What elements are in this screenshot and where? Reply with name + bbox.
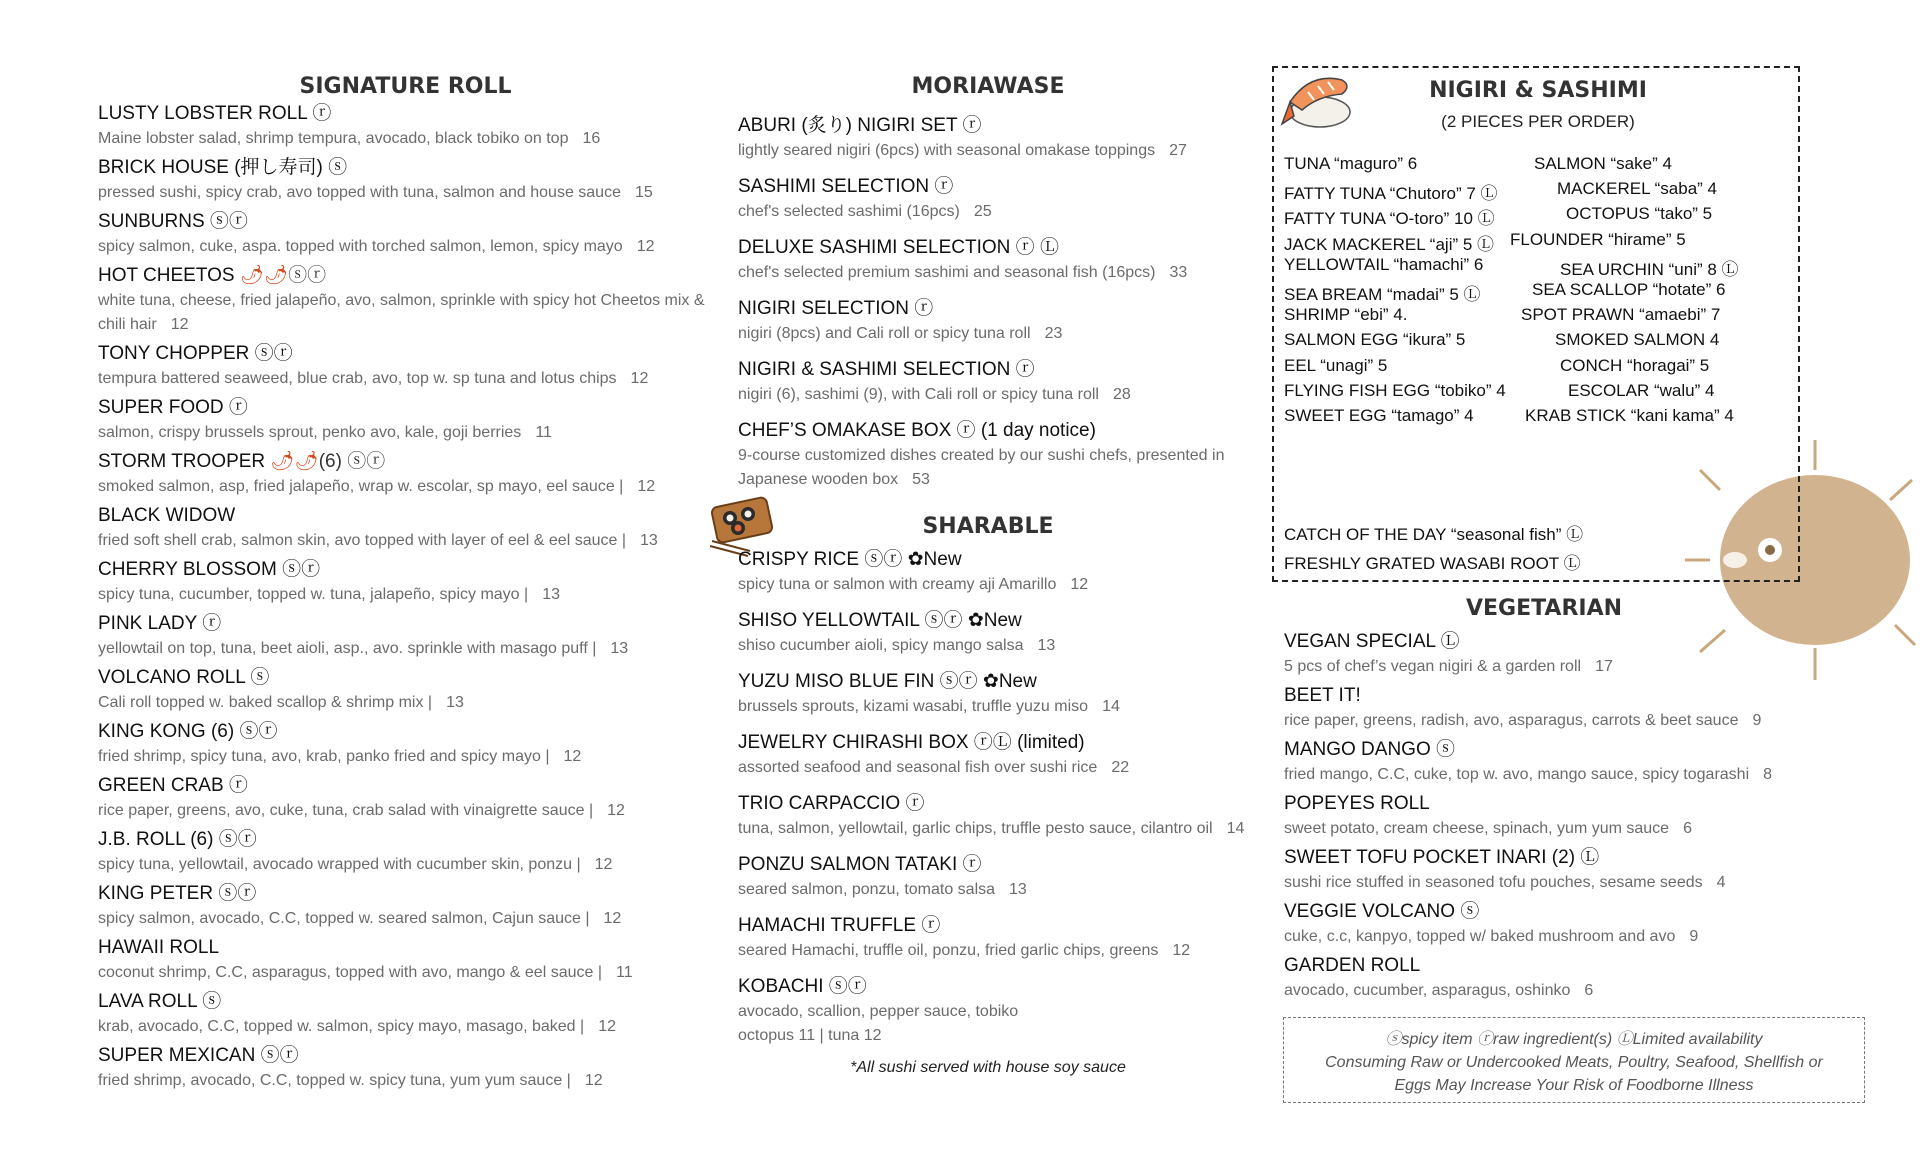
item-name	[738, 113, 1258, 139]
item-title: BEET IT!	[1284, 685, 1361, 706]
item-name	[98, 557, 718, 583]
description-text: fried shrimp, spicy tuna, avo, krab, panko fried and spicy mayo |	[98, 748, 550, 765]
description-text: chef's selected premium sashimi and seasonal fish (16pcs)	[738, 264, 1156, 281]
item-description	[98, 235, 718, 259]
menu-item	[98, 503, 718, 553]
item-name	[738, 669, 1258, 695]
item-price: 53	[912, 471, 930, 488]
chili-icon: 🌶🌶	[265, 451, 319, 472]
item-title: SUPER FOOD ⓡ	[98, 397, 248, 418]
item-marks: ⓢⓡ	[288, 265, 327, 286]
item-title: KING PETER ⓢⓡ	[98, 883, 257, 904]
item-price: 17	[1595, 658, 1613, 675]
item-name	[738, 174, 1258, 200]
description-text: seared Hamachi, truffle oil, ponzu, fried garlic chips, greens	[738, 942, 1159, 959]
menu-item	[98, 395, 718, 445]
nigiri-item-left: EEL “unagi” 5	[1284, 355, 1388, 375]
item-description	[98, 421, 718, 445]
item-price: 15	[634, 184, 653, 201]
nigiri-item-left: FATTY TUNA “Chutoro” 7 Ⓛ	[1284, 184, 1498, 204]
item-price: 12	[630, 370, 649, 387]
item-price: 12	[584, 1072, 603, 1089]
menu-item	[738, 174, 1258, 224]
section-title: NIGIRI & SASHIMI	[1429, 78, 1647, 103]
item-title: STORM TROOPER	[98, 451, 266, 472]
item-title: CHERRY BLOSSOM ⓢⓡ	[98, 559, 321, 580]
item-title: NIGIRI SELECTION ⓡ	[738, 298, 934, 319]
item-title: SUPER MEXICAN ⓢⓡ	[98, 1045, 299, 1066]
item-name	[1284, 683, 1804, 709]
nigiri-item-right: KRAB STICK “kani kama” 4	[1525, 406, 1734, 425]
description-text: krab, avocado, C.C, topped w. salmon, spicy mayo, masago, baked |	[98, 1018, 585, 1035]
nigiri-item-left: YELLOWTAIL “hamachi” 6	[1284, 254, 1484, 274]
item-price: 6	[1683, 820, 1692, 837]
nigiri-item-right: FLOUNDER “hirame” 5	[1510, 229, 1686, 249]
menu-item	[738, 852, 1258, 902]
legend-box	[1283, 1017, 1865, 1103]
item-price: 11	[615, 964, 633, 981]
item-description	[738, 200, 1258, 224]
item-name	[738, 791, 1258, 817]
warning-line-2: Eggs May Increase Your Risk of Foodborne Illness	[1394, 1077, 1754, 1094]
nigiri-row	[1284, 179, 1784, 203]
nigiri-item-right: SMOKED SALMON 4	[1555, 330, 1720, 350]
item-name	[98, 503, 718, 529]
nigiri-item-left: SALMON EGG “ikura” 5	[1284, 330, 1466, 350]
nigiri-item-right: SPOT PRAWN “amaebi” 7	[1521, 305, 1721, 325]
item-description	[98, 1015, 718, 1039]
item-price: 12	[598, 1018, 616, 1035]
item-price: 14	[1226, 820, 1245, 837]
description-text: yellowtail on top, tuna, beet aioli, asp., avo. sprinkle with masago puff |	[98, 640, 597, 657]
item-price: 12	[1172, 942, 1191, 959]
item-title: SUNBURNS ⓢⓡ	[98, 211, 248, 232]
item-price: 22	[1111, 759, 1130, 776]
section-title: MORIAWASE	[911, 74, 1065, 99]
item-price-options: octopus 11 | tuna 12	[738, 1027, 882, 1044]
menu-item	[738, 296, 1258, 346]
item-price: 12	[1070, 576, 1089, 593]
item-title: CRISPY RICE ⓢⓡ ✿New	[738, 549, 962, 570]
menu-item	[738, 669, 1258, 719]
description-text: white tuna, cheese, fried jalapeño, avo, salmon, sprinkle with spicy hot Cheetos mix & chili hair	[98, 292, 705, 333]
warning-line-1: Consuming Raw or Undercooked Meats, Poultry, Seafood, Shellfish or	[1325, 1054, 1823, 1071]
item-price: 13	[446, 694, 464, 711]
item-price: 12	[563, 748, 582, 765]
item-name	[98, 155, 718, 181]
wasabi-root: FRESHLY GRATED WASABI ROOT Ⓛ	[1284, 554, 1581, 573]
menu-item	[98, 263, 718, 337]
item-price: 12	[603, 910, 622, 927]
item-title: YUZU MISO BLUE FIN ⓢⓡ ✿New	[738, 671, 1037, 692]
item-title: TRIO CARPACCIO ⓡ	[738, 793, 925, 814]
description-text: shiso cucumber aioli, spicy mango salsa	[738, 637, 1024, 654]
description-text: spicy tuna, yellowtail, avocado wrapped with cucumber skin, ponzu |	[98, 856, 581, 873]
description-text: assorted seafood and seasonal fish over sushi rice	[738, 759, 1098, 776]
item-description	[738, 756, 1258, 780]
description-text: fried shrimp, avocado, C.C, topped w. spicy tuna, yum yum sauce |	[98, 1072, 571, 1089]
description-text: avocado, scallion, pepper sauce, tobiko	[738, 1003, 1019, 1020]
item-description	[98, 529, 718, 553]
item-price: 27	[1169, 142, 1187, 159]
item-name	[1284, 845, 1804, 871]
item-name	[1284, 899, 1804, 925]
item-description	[98, 127, 718, 151]
description-text: cuke, c.c, kanpyo, topped w/ baked mushroom and avo	[1284, 928, 1676, 945]
item-name	[98, 209, 718, 235]
item-name	[98, 827, 718, 853]
soy-sauce-footnote: *All sushi served with house soy sauce	[850, 1059, 1126, 1076]
nigiri-item-right: ESCOLAR “walu” 4	[1568, 380, 1715, 400]
nigiri-row	[1284, 356, 1784, 380]
nigiri-row	[1284, 280, 1784, 304]
menu-item	[738, 974, 1258, 1048]
item-name	[98, 101, 718, 127]
item-title: NIGIRI & SASHIMI SELECTION ⓡ	[738, 359, 1035, 380]
item-title: POPEYES ROLL	[1284, 793, 1430, 814]
item-description	[98, 907, 718, 931]
item-price: 13	[610, 640, 629, 657]
menu-item	[98, 209, 718, 259]
item-description	[738, 634, 1258, 658]
menu-item	[1284, 737, 1804, 787]
nigiri-row	[1284, 255, 1784, 279]
item-name	[98, 449, 718, 475]
item-name	[98, 989, 718, 1015]
description-text: avocado, cucumber, asparagus, oshinko	[1284, 982, 1571, 999]
section-title: VEGETARIAN	[1465, 596, 1623, 621]
signature-roll-list	[98, 101, 718, 1093]
nigiri-item-left: TUNA “maguro” 6	[1284, 154, 1418, 173]
item-name	[98, 719, 718, 745]
description-text: chef's selected sashimi (16pcs)	[738, 203, 960, 220]
nigiri-row	[1284, 204, 1784, 228]
description-text: lightly seared nigiri (6pcs) with seasonal omakase toppings	[738, 142, 1156, 159]
menu-item	[98, 989, 718, 1039]
nigiri-row	[1284, 154, 1784, 178]
nigiri-item-left: SWEET EGG “tamago” 4	[1284, 406, 1474, 425]
item-name	[1284, 791, 1804, 817]
section-title: SHARABLE	[922, 514, 1054, 539]
description-text: nigiri (6), sashimi (9), with Cali roll or spicy tuna roll	[738, 386, 1099, 403]
nigiri-sashimi-section	[1272, 66, 1800, 582]
menu-item	[738, 547, 1258, 597]
item-title: VOLCANO ROLL ⓢ	[98, 667, 270, 688]
nigiri-item-right: MACKEREL “saba” 4	[1557, 179, 1717, 199]
menu-item	[738, 730, 1258, 780]
item-description	[738, 878, 1258, 902]
section-title: SIGNATURE ROLL	[299, 74, 512, 99]
description-text: nigiri (8pcs) and Cali roll or spicy tuna roll	[738, 325, 1031, 342]
menu-item	[1284, 629, 1804, 679]
description-text: spicy salmon, avocado, C.C, topped w. seared salmon, Cajun sauce |	[98, 910, 590, 927]
nigiri-item-right: SALMON “sake” 4	[1534, 154, 1672, 173]
item-description	[738, 817, 1258, 841]
item-description	[738, 139, 1258, 163]
item-name	[98, 1043, 718, 1069]
menu-item	[98, 665, 718, 715]
chili-icon: 🌶🌶	[234, 265, 289, 286]
description-text: rice paper, greens, avo, cuke, tuna, crab salad with vinaigrette sauce |	[98, 802, 594, 819]
item-price: 12	[170, 316, 189, 333]
description-text: brussels sprouts, kizami wasabi, truffle yuzu miso	[738, 698, 1089, 715]
item-description	[1284, 817, 1804, 841]
item-description	[738, 444, 1258, 492]
description-text: fried soft shell crab, salmon skin, avo topped with layer of eel & eel sauce |	[98, 532, 626, 549]
menu-item	[738, 418, 1258, 492]
description-text: spicy tuna or salmon with creamy aji Amarillo	[738, 576, 1057, 593]
menu-item	[98, 881, 718, 931]
item-description	[738, 322, 1258, 346]
item-description	[1284, 763, 1804, 787]
item-price: 25	[973, 203, 992, 220]
menu-item	[98, 449, 718, 499]
item-description	[738, 695, 1258, 719]
nigiri-row	[1284, 230, 1784, 254]
item-title: KING KONG (6) ⓢⓡ	[98, 721, 278, 742]
item-description	[98, 1069, 718, 1093]
item-title: LAVA ROLL ⓢ	[98, 991, 222, 1012]
menu-item	[1284, 683, 1804, 733]
item-title: MANGO DANGO ⓢ	[1284, 739, 1456, 760]
item-price: 13	[639, 532, 658, 549]
item-description	[1284, 925, 1804, 949]
item-price: 23	[1044, 325, 1063, 342]
item-price: 28	[1112, 386, 1131, 403]
moriawase-list	[738, 113, 1258, 492]
menu-item	[1284, 845, 1804, 895]
menu-item	[98, 611, 718, 661]
description-text: Maine lobster salad, shrimp tempura, avocado, black tobiko on top	[98, 130, 569, 147]
description-text: sushi rice stuffed in seasoned tofu pouches, sesame seeds	[1284, 874, 1703, 891]
item-description	[98, 289, 718, 337]
description-text: tuna, salmon, yellowtail, garlic chips, truffle pesto sauce, cilantro oil	[738, 820, 1213, 837]
signature-roll-section	[98, 74, 718, 1097]
item-title: VEGGIE VOLCANO ⓢ	[1284, 901, 1480, 922]
catch-of-the-day: CATCH OF THE DAY “seasonal fish” Ⓛ	[1284, 525, 1584, 544]
item-description	[98, 853, 718, 877]
item-description	[98, 367, 718, 391]
section-subtitle: (2 PIECES PER ORDER)	[1441, 112, 1635, 131]
item-name	[98, 665, 718, 691]
item-description	[98, 745, 718, 769]
menu-item	[98, 773, 718, 823]
menu-item	[1284, 953, 1804, 1003]
item-title: PONZU SALMON TATAKI ⓡ	[738, 854, 982, 875]
description-text: salmon, crispy brussels sprout, penko avo, kale, goji berries	[98, 424, 522, 441]
item-price: 12	[637, 478, 656, 495]
item-price: 12	[636, 238, 655, 255]
menu-item	[738, 791, 1258, 841]
item-name	[738, 357, 1258, 383]
item-title: GARDEN ROLL	[1284, 955, 1421, 976]
item-title: CHEF’S OMAKASE BOX ⓡ (1 day notice)	[738, 420, 1096, 441]
item-title: LUSTY LOBSTER ROLL ⓡ	[98, 103, 332, 124]
item-title: HOT CHEETOS	[98, 265, 235, 286]
item-title: DELUXE SASHIMI SELECTION ⓡ Ⓛ	[738, 237, 1059, 258]
item-name	[98, 611, 718, 637]
item-price: 14	[1102, 698, 1120, 715]
description-text: Cali roll topped w. baked scallop & shrimp mix |	[98, 694, 433, 711]
item-description	[1284, 979, 1804, 1003]
item-title: SWEET TOFU POCKET INARI (2) Ⓛ	[1284, 847, 1600, 868]
item-price: 9	[1752, 712, 1762, 729]
item-price: 8	[1763, 766, 1773, 783]
item-name	[738, 913, 1258, 939]
item-name	[98, 263, 718, 289]
nigiri-row	[1284, 381, 1784, 405]
item-description	[98, 583, 718, 607]
item-description	[738, 939, 1258, 963]
item-description	[738, 1000, 1258, 1024]
nigiri-item-left: SEA BREAM “madai” 5 Ⓛ	[1284, 285, 1481, 304]
item-price: 16	[582, 130, 601, 147]
menu-item	[98, 827, 718, 877]
item-title: HAWAII ROLL	[98, 937, 220, 958]
item-price: 12	[607, 802, 625, 819]
legend-keys: ⓢspicy item ⓡraw ingredient(s) ⓁLimited availability	[1385, 1031, 1763, 1048]
description-text: 5 pcs of chef’s vegan nigiri & a garden roll	[1284, 658, 1582, 675]
menu-item	[1284, 899, 1804, 949]
nigiri-row	[1284, 406, 1784, 430]
item-title: HAMACHI TRUFFLE ⓡ	[738, 915, 941, 936]
item-title: VEGAN SPECIAL Ⓛ	[1284, 631, 1460, 652]
item-description	[1284, 655, 1804, 679]
item-name	[738, 296, 1258, 322]
menu-item	[738, 608, 1258, 658]
item-name	[98, 773, 718, 799]
item-price: 13	[1009, 881, 1027, 898]
item-name	[738, 730, 1258, 756]
item-name	[98, 935, 718, 961]
item-description	[98, 181, 718, 205]
item-price: 13	[542, 586, 560, 603]
item-marks: (6) ⓢⓡ	[318, 451, 386, 472]
description-text: seared salmon, ponzu, tomato salsa	[738, 881, 996, 898]
nigiri-item-left: SHRIMP “ebi” 4.	[1284, 305, 1408, 325]
item-name	[738, 608, 1258, 634]
menu-item	[98, 155, 718, 205]
item-name	[1284, 737, 1804, 763]
description-text: tempura battered seaweed, blue crab, avo, top w. sp tuna and lotus chips	[98, 370, 617, 387]
description-text: spicy tuna, cucumber, topped w. tuna, jalapeño, spicy mayo |	[98, 586, 529, 603]
item-description	[738, 261, 1258, 285]
item-name	[738, 974, 1258, 1000]
description-text: pressed sushi, spicy crab, avo topped with tuna, salmon and house sauce	[98, 184, 621, 201]
sharable-list	[738, 547, 1258, 1048]
item-title: PINK LADY ⓡ	[98, 613, 222, 634]
item-name	[738, 852, 1258, 878]
item-name	[1284, 629, 1804, 655]
item-description	[738, 383, 1258, 407]
item-title: ABURI (炙り) NIGIRI SET ⓡ	[738, 115, 982, 136]
nigiri-row	[1284, 330, 1784, 354]
item-title: J.B. ROLL (6) ⓢⓡ	[98, 829, 257, 850]
menu-item	[98, 935, 718, 985]
item-title: BRICK HOUSE (押し寿司) ⓢ	[98, 157, 348, 178]
menu-item	[738, 357, 1258, 407]
item-price: 12	[594, 856, 613, 873]
description-text: smoked salmon, asp, fried jalapeño, wrap w. escolar, sp mayo, eel sauce |	[98, 478, 624, 495]
vegetarian-list	[1284, 629, 1804, 1003]
description-text: rice paper, greens, radish, avo, asparagus, carrots & beet sauce	[1284, 712, 1739, 729]
menu-item	[738, 113, 1258, 163]
item-title: SHISO YELLOWTAIL ⓢⓡ ✿New	[738, 610, 1022, 631]
nigiri-row	[1284, 305, 1784, 329]
item-price: 6	[1584, 982, 1594, 999]
item-description	[738, 573, 1258, 597]
item-name	[98, 395, 718, 421]
item-price: 11	[535, 424, 552, 441]
item-price: 9	[1689, 928, 1699, 945]
item-description	[98, 691, 718, 715]
item-description	[1284, 709, 1804, 733]
nigiri-item-right: SEA URCHIN “uni” 8 Ⓛ	[1560, 259, 1739, 279]
nigiri-item-right: SEA SCALLOP “hotate” 6	[1532, 280, 1726, 299]
moriawase-section	[738, 74, 1258, 1077]
item-description	[1284, 871, 1804, 895]
item-name	[738, 418, 1258, 444]
menu-item	[738, 235, 1258, 285]
menu-item	[98, 101, 718, 151]
item-title: SASHIMI SELECTION ⓡ	[738, 176, 954, 197]
nigiri-item-right: OCTOPUS “tako” 5	[1566, 204, 1713, 224]
item-title: GREEN CRAB ⓡ	[98, 775, 248, 796]
item-name	[738, 235, 1258, 261]
item-title: KOBACHI ⓢⓡ	[738, 976, 867, 997]
menu-item	[98, 341, 718, 391]
menu-item	[1284, 791, 1804, 841]
nigiri-item-left: FLYING FISH EGG “tobiko” 4	[1284, 380, 1506, 400]
item-description	[98, 961, 718, 985]
menu-item	[98, 557, 718, 607]
description-text: spicy salmon, cuke, aspa. topped with torched salmon, lemon, spicy mayo	[98, 238, 623, 255]
nigiri-item-left: JACK MACKEREL “aji” 5 Ⓛ	[1284, 234, 1495, 254]
item-name	[98, 341, 718, 367]
item-title: TONY CHOPPER ⓢⓡ	[98, 343, 293, 364]
description-text: 9-course customized dishes created by our sushi chefs, presented in Japanese wooden box	[738, 447, 1225, 488]
menu-item	[738, 913, 1258, 963]
description-text: fried mango, C.C, cuke, top w. avo, mango sauce, spicy togarashi	[1284, 766, 1750, 783]
menu-item	[98, 1043, 718, 1093]
item-price: 13	[1037, 637, 1056, 654]
item-title: JEWELRY CHIRASHI BOX ⓡⓁ (limited)	[738, 732, 1085, 753]
item-price: 33	[1169, 264, 1188, 281]
item-description	[98, 637, 718, 661]
description-text: sweet potato, cream cheese, spinach, yum yum sauce	[1284, 820, 1670, 837]
item-name	[98, 881, 718, 907]
item-description	[98, 475, 718, 499]
nigiri-item-right: CONCH “horagai” 5	[1560, 355, 1710, 375]
item-price: 4	[1716, 874, 1726, 891]
description-text: coconut shrimp, C.C, asparagus, topped with avo, mango & eel sauce |	[98, 964, 602, 981]
item-title: BLACK WIDOW	[98, 505, 236, 526]
menu-item	[98, 719, 718, 769]
vegetarian-section	[1284, 596, 1804, 1007]
nigiri-item-left: FATTY TUNA “O-toro” 10 Ⓛ	[1284, 209, 1495, 229]
item-name	[1284, 953, 1804, 979]
item-description	[98, 799, 718, 823]
item-name	[738, 547, 1258, 573]
